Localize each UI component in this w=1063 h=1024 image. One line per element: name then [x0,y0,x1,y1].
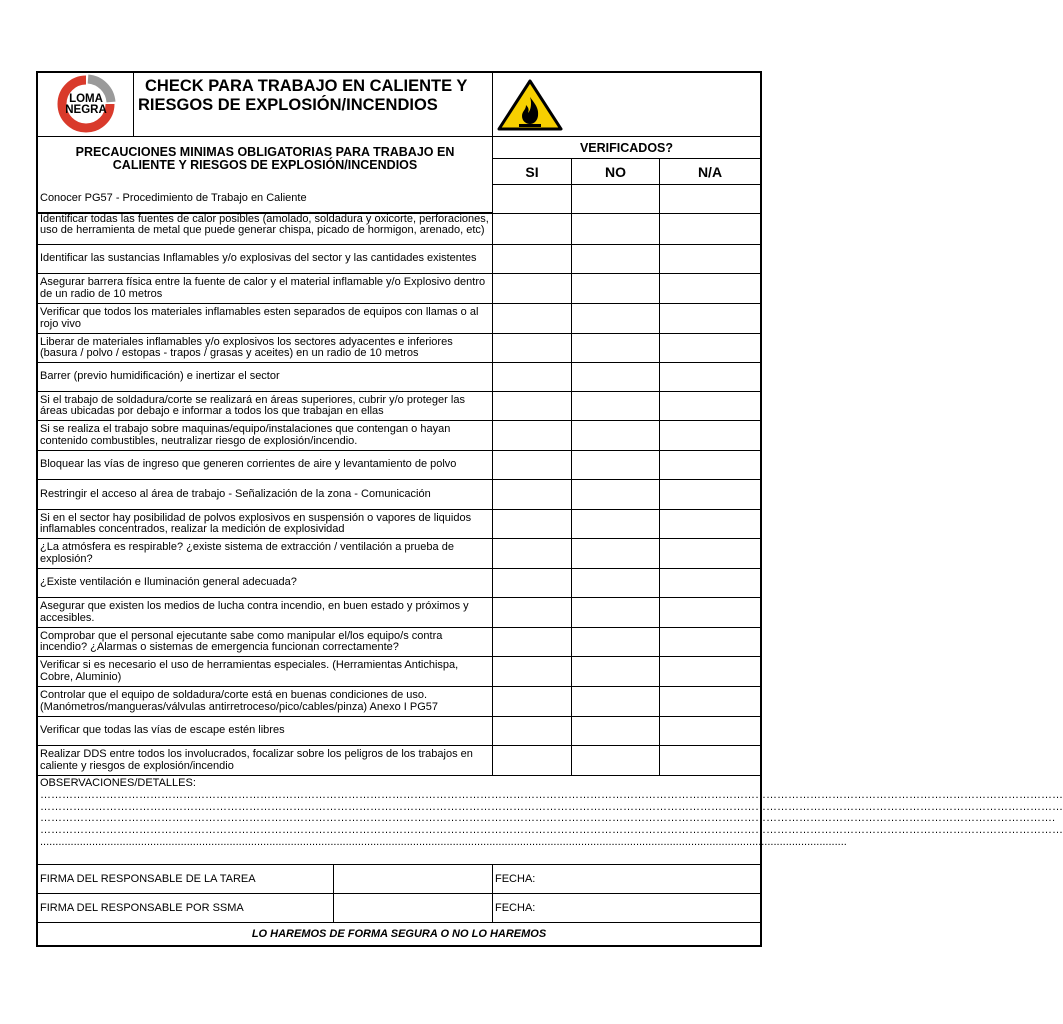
check-cell-na[interactable] [660,274,760,304]
check-cell-na[interactable] [660,334,760,363]
checklist-item-text: Comprobar que el personal ejecutante sabe como manipular el/los equipo/s contra incendio? ¿Alarmas o sistemas de emergencia funcionan correctamente? [38,628,493,657]
check-cell-no[interactable] [572,392,660,421]
checklist-item-text: Restringir el acceso al área de trabajo - Señalización de la zona - Comunicación [38,480,493,510]
check-cell-na[interactable] [660,657,760,687]
signature-ssma-date[interactable]: FECHA: [493,894,760,923]
check-cell-no[interactable] [572,421,660,451]
check-cell-no[interactable] [572,746,660,776]
check-cell-no[interactable] [572,539,660,569]
check-cell-si[interactable] [493,480,572,510]
check-cell-na[interactable] [660,245,760,274]
checklist-item-text: Liberar de materiales inflamables y/o explosivos los sectores adyacentes e inferiores (basura / polvo / estopas - trapos / grasas y aceites) en un radio de 10 metros [38,334,493,363]
check-cell-no[interactable] [572,185,660,214]
check-cell-si[interactable] [493,451,572,480]
check-cell-na[interactable] [660,539,760,569]
logo-cell [38,73,134,137]
check-cell-no[interactable] [572,214,660,245]
checklist-form [36,71,1063,947]
fire-hazard-warning-icon [495,77,565,133]
check-cell-no[interactable] [572,657,660,687]
loma-negra-logo [38,73,134,135]
check-cell-na[interactable] [660,363,760,392]
check-cell-na[interactable] [660,717,760,746]
check-cell-na[interactable] [660,392,760,421]
check-cell-no[interactable] [572,598,660,628]
check-cell-no[interactable] [572,687,660,717]
check-cell-si[interactable] [493,598,572,628]
check-cell-si[interactable] [493,746,572,776]
check-cell-na[interactable] [660,510,760,539]
column-no: NO [572,159,660,185]
svg-text:LOMA: LOMA [69,93,103,105]
checklist-item-text: Identificar las sustancias Inflamables y/o explosivas del sector y las cantidades existentes [38,245,493,274]
precautions-header-line1: PRECAUCIONES MINIMAS OBLIGATORIAS PARA TRABAJO EN [75,145,455,159]
check-cell-na[interactable] [660,746,760,776]
checklist-item-text: Bloquear las vías de ingreso que generen corrientes de aire y levantamiento de polvo [38,451,493,480]
check-cell-no[interactable] [572,304,660,334]
check-cell-na[interactable] [660,480,760,510]
checklist-item-text: Verificar si es necesario el uso de herramientas especiales. (Herramientas Antichispa, Cobre, Aluminio) [38,657,493,687]
check-cell-no[interactable] [572,628,660,657]
checklist-item-text: ¿Existe ventilación e Iluminación general adecuada? [38,569,493,598]
svg-text:NEGRA: NEGRA [65,104,107,116]
checklist-item-text: Identificar todas las fuentes de calor posibles (amolado, soldadura y oxicorte, perforaciones, uso de herramienta de metal que puede generar chispa, picado de hormigon, arenado, etc) [38,214,493,245]
check-cell-si[interactable] [493,628,572,657]
form-title [134,73,493,137]
check-cell-na[interactable] [660,598,760,628]
signature-task-date[interactable]: FECHA: [493,865,760,894]
check-cell-si[interactable] [493,245,572,274]
checklist-item-text: Realizar DDS entre todos los involucrados, focalizar sobre los peligros de los trabajos en caliente y riesgos de explosión/incendio [38,746,493,776]
check-cell-si[interactable] [493,185,572,214]
column-si: SI [493,159,572,185]
check-cell-na[interactable] [660,185,760,214]
checklist-item-text: Verificar que todos los materiales inflamables esten separados de equipos con llamas o al rojo vivo [38,304,493,334]
observations-label: OBSERVACIONES/DETALLES: [40,777,196,789]
observation-line[interactable]: ……………………………………………………………………………………………………………………………………………………………………………………………………………………………………………………… [40,788,1063,801]
check-cell-no[interactable] [572,245,660,274]
observation-line[interactable]: ……………………………………………………………………………………………………………………………………………………………………………………………………………………………………………………… [40,800,1063,813]
checklist-item-text: Si en el sector hay posibilidad de polvos explosivos en suspensión o vapores de liquidos inflamables concentrados, realizar la medición de explosividad [38,510,493,539]
check-cell-no[interactable] [572,510,660,539]
check-cell-na[interactable] [660,451,760,480]
check-cell-si[interactable] [493,421,572,451]
checklist-item-text: Si se realiza el trabajo sobre maquinas/equipo/instalaciones que contengan o hayan contenido combustibles, neutralizar riesgo de explosión/incendio. [38,421,493,451]
signature-task-field[interactable] [334,865,493,894]
form-title-line1: CHECK PARA TRABAJO EN CALIENTE Y [145,77,468,95]
check-cell-no[interactable] [572,717,660,746]
check-cell-no[interactable] [572,334,660,363]
observation-line[interactable]: ........................................................................................................................................................................................................................................................................ [40,835,847,848]
check-cell-na[interactable] [660,569,760,598]
check-cell-si[interactable] [493,334,572,363]
check-cell-si[interactable] [493,392,572,421]
check-cell-si[interactable] [493,717,572,746]
check-cell-si[interactable] [493,569,572,598]
checklist-item-text: Barrer (previo humidificación) e inertizar el sector [38,363,493,392]
signature-ssma-field[interactable] [334,894,493,923]
checklist-item-text: Conocer PG57 - Procedimiento de Trabajo en Caliente [38,185,493,214]
observation-line[interactable]: ……………………………………………………………………………………………………………………………………………………………………………………………………………………………………………………. [40,812,1056,825]
precautions-header-line2: CALIENTE Y RIESGOS DE EXPLOSIÓN/INCENDIOS [112,158,418,172]
check-cell-na[interactable] [660,687,760,717]
checklist-item-text: Si el trabajo de soldadura/corte se realizará en áreas superiores, cubrir y/o proteger las áreas ubicadas por debajo e informar a todos los que trabajan en ellas [38,392,493,421]
check-cell-si[interactable] [493,657,572,687]
check-cell-na[interactable] [660,304,760,334]
check-cell-si[interactable] [493,687,572,717]
check-cell-na[interactable] [660,214,760,245]
check-cell-no[interactable] [572,569,660,598]
column-na: N/A [660,159,760,185]
checklist-item-text: Asegurar barrera física entre la fuente de calor y el material inflamable y/o Explosivo dentro de un radio de 10 metros [38,274,493,304]
check-cell-si[interactable] [493,304,572,334]
signature-task-label: FIRMA DEL RESPONSABLE DE LA TAREA [38,865,334,894]
warning-icon-cell [493,73,760,137]
check-cell-no[interactable] [572,363,660,392]
form-title-line2: RIESGOS DE EXPLOSIÓN/INCENDIOS [138,96,438,114]
check-cell-no[interactable] [572,480,660,510]
check-cell-na[interactable] [660,421,760,451]
check-cell-no[interactable] [572,274,660,304]
checklist-item-text: Verificar que todas las vías de escape estén libres [38,717,493,746]
check-cell-no[interactable] [572,451,660,480]
signature-ssma-label: FIRMA DEL RESPONSABLE POR SSMA [38,894,334,923]
check-cell-si[interactable] [493,539,572,569]
checklist-item-text: ¿La atmósfera es respirable? ¿existe sistema de extracción / ventilación a prueba de explosión? [38,539,493,569]
checklist-item-text: Asegurar que existen los medios de lucha contra incendio, en buen estado y próximos y accesibles. [38,598,493,628]
checklist-item-text: Controlar que el equipo de soldadura/corte está en buenas condiciones de uso. (Manómetros/mangueras/válvulas antirretroceso/pico/cables/pinza) Anexo I PG57 [38,687,493,717]
observation-line[interactable]: ……………………………………………………………………………………………………………………………………………………………………………………………………………………………………………………… [40,824,1063,837]
check-cell-si[interactable] [493,363,572,392]
check-cell-na[interactable] [660,628,760,657]
safety-slogan: LO HAREMOS DE FORMA SEGURA O NO LO HAREMOS [251,928,547,940]
check-cell-si[interactable] [493,214,572,245]
check-cell-si[interactable] [493,510,572,539]
observations-section [38,776,1063,865]
check-cell-si[interactable] [493,274,572,304]
verified-header: VERIFICADOS? [493,137,760,159]
